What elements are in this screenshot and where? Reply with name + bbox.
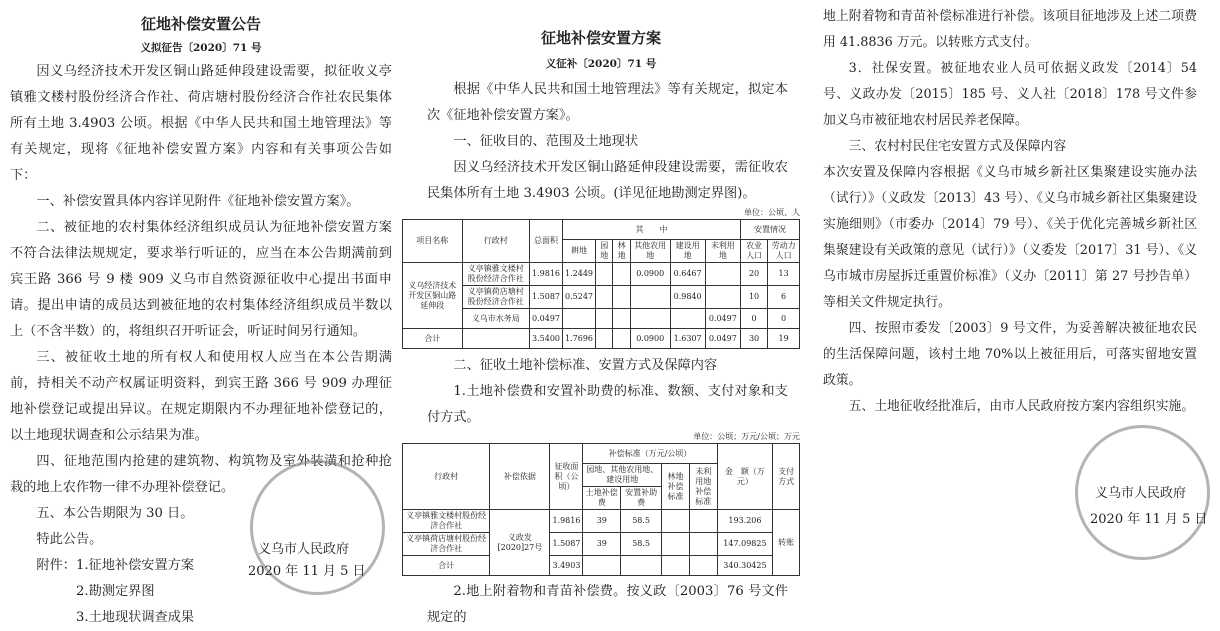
total-cell: [621, 556, 662, 576]
compensation-table: [402, 443, 800, 576]
signer: 义乌市人民政府: [258, 542, 350, 557]
table-cell: 0.9840: [670, 286, 705, 309]
total-cell: 0.0497: [705, 329, 740, 349]
header-total: 总面积: [530, 220, 563, 263]
header-village: 行政村: [403, 444, 490, 510]
table-cell: [689, 533, 717, 556]
column-header: 建设用地: [670, 240, 705, 263]
total-cell: [596, 329, 613, 349]
table-cell: [662, 533, 690, 556]
total-cell: [462, 329, 529, 349]
paragraph-5: 五、本公告期限为 30 日。: [36, 506, 194, 521]
table-cell: 0.5247: [563, 286, 596, 309]
table-cell: 13: [768, 263, 800, 286]
table-cell: 1.5087: [550, 533, 583, 556]
header-unused: 未利用地补偿标准: [689, 464, 717, 510]
total-cell: 1.6307: [670, 329, 705, 349]
project-name: 义乌经济技术开发区铜山路延伸段: [403, 263, 463, 329]
date: 2020 年 11 月 5 日: [1090, 512, 1208, 527]
announcement-doc-number: 义拟征告〔2020〕71 号: [140, 42, 262, 54]
compensation-total: 地上附着物和青苗补偿标准进行补偿。该项目征地涉及上述二项费用 41.8836 万元。以转账方式支付。: [823, 9, 1197, 50]
table-cell: 39: [583, 510, 621, 533]
announcement-title: 征地补偿安置公告: [140, 15, 261, 33]
total-cell: 合计: [403, 556, 490, 576]
table-row: [403, 533, 800, 556]
table-cell: [596, 286, 613, 309]
table-cell: 6: [768, 286, 800, 309]
plan-doc-number: 义征补〔2020〕71 号: [545, 58, 657, 70]
table-cell: [630, 286, 670, 309]
paragraph-3: 三、被征收土地的所有权人和使用权人应当在本公告期满前，持相关不动产权属证明资料，到宾王路 366 号 909 办理征地补偿登记或提出异议。在规定期限内不办理征地补偿登记的，以土地现状调查和公示结果为准。: [10, 350, 392, 443]
column-header: 园地: [596, 240, 613, 263]
attachment-compensation: 2.地上附着物和青苗补偿费。按义政〔2003〕76 号文件规定的: [427, 584, 788, 625]
table-cell: 1.5087: [530, 286, 563, 309]
housing-basis: 本次安置及保障内容根据《义乌市城乡新社区集聚建设实施办法（试行）》（义政发〔2013〕43 号）、《义乌市城乡新社区集聚建设实施细则》（市委办〔2014〕79 号）、《关于优化完善城乡新社区集聚建设有关政策的意见（试行）》（义委发〔2017〕31 号）、《义乌市城市房屋拆迁重置价标准》（义办〔2011〕第 27 号抄告单）等相关文件规定执行。: [823, 165, 1197, 310]
header-group: 园地、其他农用地、建设用地: [583, 464, 662, 487]
compensation-basis: 义政发[2020]27号: [490, 510, 550, 576]
total-cell: 1.7696: [563, 329, 596, 349]
column-header: 其他农用地: [630, 240, 670, 263]
paragraph-4: 四、征地范围内抢建的建筑物、构筑物及室外装潢和抢种抢栽的地上农作物一律不办理补偿登记。: [10, 454, 392, 495]
social-security: 3．社保安置。被征地农业人员可依据义政发〔2014〕54 号、义政办发〔2015〕185 号、义人社〔2018〕178 号文件参加义乌市被征地农村居民养老保障。: [823, 61, 1197, 128]
plan-scope: 因义乌经济技术开发区铜山路延伸段建设需要，需征收农民集体所有土地 3.4903 公顷。(详见征地勘测定界图)。: [427, 160, 788, 201]
header-standard: 补偿标准（万元/公顷）: [583, 444, 717, 464]
header-area: 征收面积（公顷）: [550, 444, 583, 510]
table-cell: 0.0900: [630, 263, 670, 286]
table-cell: [596, 309, 613, 329]
total-cell: [689, 556, 717, 576]
header-forest: 林地补偿标准: [662, 464, 690, 510]
table-cell: 1.2449: [563, 263, 596, 286]
table-cell: 193.206: [717, 510, 773, 533]
total-cell: [662, 556, 690, 576]
table-cell: 义乌市水务局: [462, 309, 529, 329]
table-cell: 1.9816: [550, 510, 583, 533]
header-village: 行政村: [462, 220, 529, 263]
plan-page-continued: [823, 4, 1197, 420]
table-cell: [689, 510, 717, 533]
table-cell: 10: [740, 286, 767, 309]
column-header: 农业人口: [740, 240, 767, 263]
table-cell: 0.6467: [670, 263, 705, 286]
total-cell: 0.0900: [630, 329, 670, 349]
table-cell: [670, 309, 705, 329]
table-cell: [613, 286, 630, 309]
payment-method: 转账: [773, 510, 800, 576]
plan-title: 征地补偿安置方案: [540, 29, 661, 47]
table-cell: 义亭镇荷店塘村股份经济合作社: [403, 533, 490, 556]
header-land-fee: 土地补偿费: [583, 487, 621, 510]
table-row: [403, 286, 800, 309]
column-header: 林地: [613, 240, 630, 263]
table-cell: 1.9816: [530, 263, 563, 286]
paragraph-intro: 因义乌经济技术开发区铜山路延伸段建设需要，拟征收义亭镇雅文楼村股份经济合作社、荷店塘村股份经济合作社农民集体所有土地 3.4903 公顷。根据《中华人民共和国土地管理法》等有关规定，现将《征地补偿安置方案》内容和有关事项公告如下：: [10, 64, 392, 183]
total-cell: 19: [768, 329, 800, 349]
date: 2020 年 11 月 5 日: [248, 564, 366, 579]
section-3-heading: 三、农村村民住宅安置方式及保障内容: [848, 139, 1067, 154]
plan-page: [402, 28, 800, 631]
table-cell: 0.0497: [530, 309, 563, 329]
total-cell: 30: [740, 329, 767, 349]
table-cell: 义亭镇雅文楼村股份经济合作社: [462, 263, 529, 286]
header-project: 项目名称: [403, 220, 463, 263]
table-cell: 0: [740, 309, 767, 329]
header-amount: 金 额（万元）: [717, 444, 773, 510]
column-header: 耕地: [563, 240, 596, 263]
section-5: 五、土地征收经批准后，由市人民政府按方案内容组织实施。: [848, 399, 1195, 414]
header-basis: 补偿依据: [490, 444, 550, 510]
total-cell: 3.5400: [530, 329, 563, 349]
land-status-table: [402, 219, 800, 349]
column-header: 未利用地: [705, 240, 740, 263]
total-cell: [613, 329, 630, 349]
header-pay: 支付方式: [773, 444, 800, 510]
attachment-item: 2.勘测定界图: [75, 584, 155, 599]
section-4: 四、按照市委发〔2003〕9 号文件，为妥善解决被征地农民的生活保障问题，该村土地 70%以上被征用后，可落实留地安置政策。: [823, 321, 1197, 388]
section-2-heading: 二、征收土地补偿标准、安置方式及保障内容: [453, 358, 718, 373]
column-header: 劳动力人口: [768, 240, 800, 263]
total-cell: 3.4903: [550, 556, 583, 576]
plan-basis: 根据《中华人民共和国土地管理法》等有关规定，拟定本次《征地补偿安置方案》。: [427, 82, 788, 123]
table-row: [403, 263, 800, 286]
table-cell: [705, 263, 740, 286]
table-cell: 58.5: [621, 510, 662, 533]
table1-unit: 单位：公顷、人: [744, 208, 800, 217]
table-cell: 20: [740, 263, 767, 286]
header-resettle: 安置情况: [740, 220, 799, 240]
table-cell: 义亭镇荷店塘村股份经济合作社: [462, 286, 529, 309]
total-row: [403, 556, 800, 576]
compensation-intro: 1.土地补偿费和安置补助费的标准、数额、支付对象和支付方式。: [427, 384, 788, 425]
table-cell: 58.5: [621, 533, 662, 556]
total-cell: 合计: [403, 329, 463, 349]
table-cell: 0.0497: [705, 309, 740, 329]
table-cell: [630, 309, 670, 329]
table-cell: [613, 309, 630, 329]
signer: 义乌市人民政府: [1095, 486, 1187, 501]
table-cell: [596, 263, 613, 286]
table-cell: [613, 263, 630, 286]
table-cell: [662, 510, 690, 533]
header-resettle-fee: 安置补助费: [621, 487, 662, 510]
total-row: [403, 329, 800, 349]
total-cell: [583, 556, 621, 576]
table-cell: [563, 309, 596, 329]
table-row: [403, 309, 800, 329]
paragraph-closing: 特此公告。: [36, 532, 103, 547]
table-row: [403, 510, 800, 533]
table-cell: 39: [583, 533, 621, 556]
paragraph-2: 二、被征地的农村集体经济组织成员认为征地补偿安置方案不符合法律法规规定，要求举行听证的，应当在本公告期满前到宾王路 366 号 9 楼 909 义乌市自然资源征收中心提出书面申请。提出申请的成员达到被征地的农村集体经济组织成员半数以上（不含半数）的，将组织召开听证会，听证时间另行通知。: [10, 220, 392, 339]
attachment-item: 1.征地补偿安置方案: [75, 558, 195, 573]
total-cell: 340.30425: [717, 556, 773, 576]
table2-unit: 单位：公顷；万元/公顷；万元: [693, 432, 800, 441]
section-1-heading: 一、征收目的、范围及土地现状: [453, 134, 639, 149]
table-cell: 0: [768, 309, 800, 329]
table-cell: 义亭镇雅文楼村股份经济合作社: [403, 510, 490, 533]
attachments-label: 附件：: [36, 558, 76, 573]
header-among: 其 中: [563, 220, 741, 240]
attachment-item: 3.土地现状调查成果: [75, 610, 195, 625]
paragraph-1: 一、补偿安置具体内容详见附件《征地补偿安置方案》。: [36, 194, 360, 209]
table-cell: 147.09825: [717, 533, 773, 556]
table-cell: [705, 286, 740, 309]
